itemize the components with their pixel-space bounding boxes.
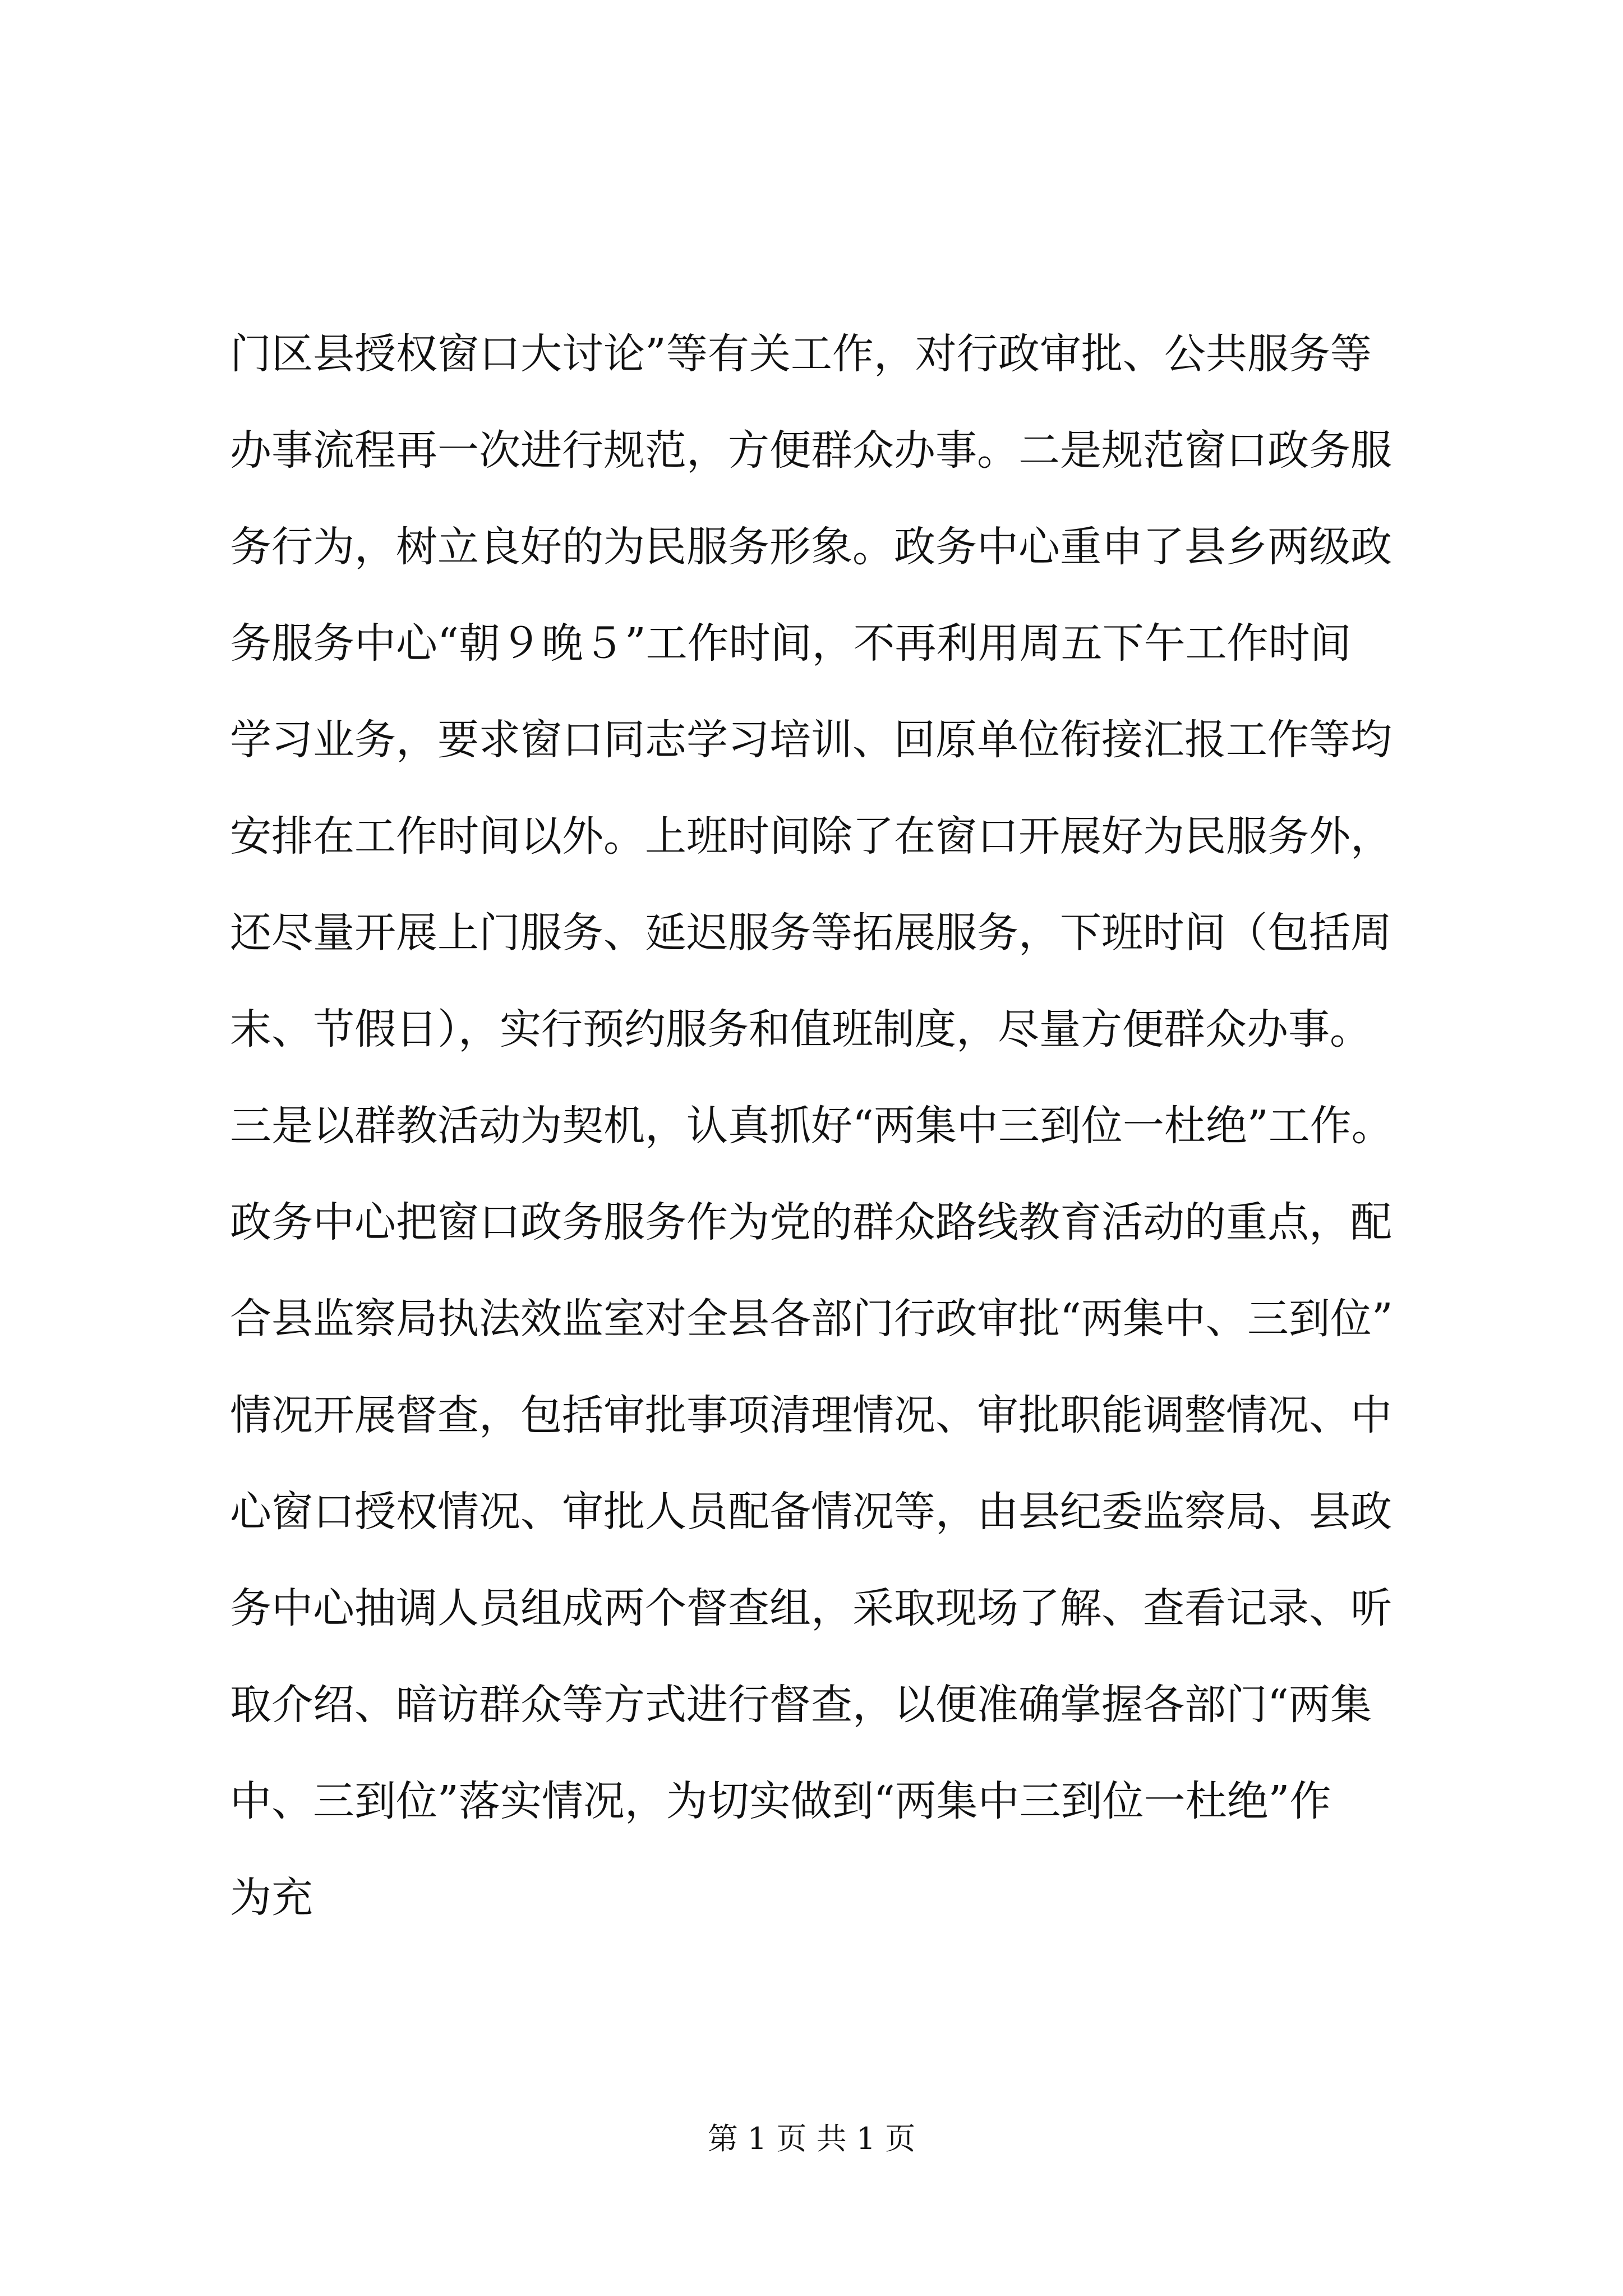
text-line: 务中心抽调人员组成两个督查组，采取现场了解、查看记录、听 [230,1584,1392,1632]
text-line: 务行为，树立良好的为民服务形象。政务中心重申了县乡两级政 [230,523,1392,571]
text-line: 末、节假日），实行预约服务和值班制度，尽量方便群众办事。 [230,1005,1371,1053]
text-line: 办事流程再一次进行规范，方便群众办事。二是规范窗口政务服 [230,426,1392,475]
text-line: 还尽量开展上门服务、延迟服务等拓展服务，下班时间（包括周 [230,909,1392,957]
text-line: 情况开展督查，包括审批事项清理情况、审批职能调整情况、中 [230,1391,1392,1439]
text-line: 心窗口授权情况、审批人员配备情况等，由县纪委监察局、县政 [230,1488,1392,1536]
text-line: 门区县授权窗口大讨论”等有关工作，对行政审批、公共服务等 [230,330,1372,378]
text-line: 为充 [230,1874,313,1922]
text-line: 合县监察局执法效监室对全县各部门行政审批“两集中、三到位” [230,1295,1393,1343]
text-line: 安排在工作时间以外。上班时间除了在窗口开展好为民服务外， [230,812,1392,861]
text-line: 三是以群教活动为契机，认真抓好“两集中三到位一杜绝”工作。 [230,1102,1393,1150]
text-line: 取介绍、暗访群众等方式进行督查，以便准确掌握各部门“两集 [230,1681,1372,1729]
text-line: 务服务中心“朝９晚５”工作时间，不再利用周五下午工作时间 [230,619,1352,668]
text-line: 政务中心把窗口政务服务作为党的群众路线教育活动的重点，配 [230,1198,1392,1246]
text-line: 中、三到位”落实情况，为切实做到“两集中三到位一杜绝”作 [230,1777,1331,1825]
page-footer: 第 1 页 共 1 页 [707,2121,916,2156]
body-text [230,306,1441,1946]
text-line: 学习业务，要求窗口同志学习培训、回原单位衔接汇报工作等均 [230,716,1392,764]
